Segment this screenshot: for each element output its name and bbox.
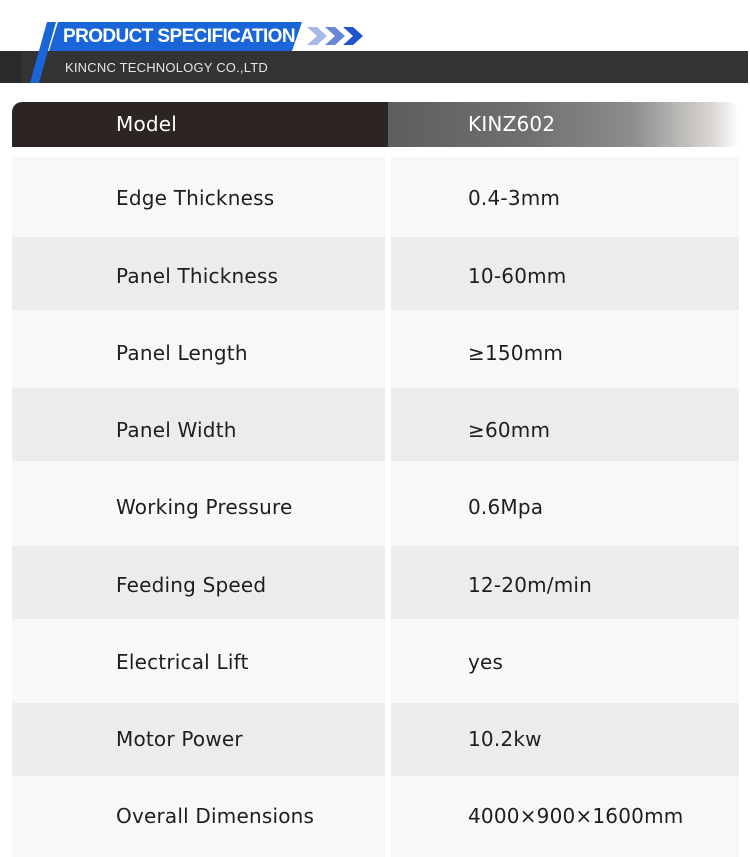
spec-label: Electrical Lift bbox=[116, 650, 249, 674]
table-header-row bbox=[12, 102, 739, 147]
spec-value: 4000×900×1600mm bbox=[468, 804, 684, 828]
spec-value: yes bbox=[468, 650, 504, 674]
table-row bbox=[12, 546, 739, 619]
spec-value: ≥150mm bbox=[468, 341, 564, 365]
table-row bbox=[12, 776, 739, 857]
spec-label: Panel Thickness bbox=[116, 264, 279, 288]
header-value-cell bbox=[388, 102, 739, 147]
table-row bbox=[12, 310, 739, 388]
table-row bbox=[12, 619, 739, 703]
company-name: KINCNC TECHNOLOGY CO.,LTD bbox=[65, 60, 268, 75]
spec-label: Panel Length bbox=[116, 341, 248, 365]
spec-value: ≥60mm bbox=[468, 418, 551, 442]
spec-label: Edge Thickness bbox=[116, 186, 275, 210]
table-row bbox=[12, 703, 739, 776]
spec-value: 0.4-3mm bbox=[468, 186, 561, 210]
spec-value: 0.6Mpa bbox=[468, 495, 544, 519]
spec-label: Motor Power bbox=[116, 727, 243, 751]
spec-header bbox=[0, 0, 750, 90]
spec-label: Panel Width bbox=[116, 418, 237, 442]
table-row bbox=[12, 157, 739, 237]
model-value: KINZ602 bbox=[468, 112, 556, 136]
chevron-right-icon bbox=[325, 27, 345, 45]
spec-label: Feeding Speed bbox=[116, 573, 267, 597]
table-row bbox=[12, 237, 739, 310]
spec-value: 10-60mm bbox=[468, 264, 567, 288]
chevron-right-icon bbox=[343, 27, 363, 45]
header-label-cell bbox=[12, 102, 388, 147]
spec-value: 10.2kw bbox=[468, 727, 542, 751]
table-row bbox=[12, 388, 739, 461]
chevron-arrows-icon bbox=[305, 25, 367, 47]
spec-label: Working Pressure bbox=[116, 495, 293, 519]
page-title: PRODUCT SPECIFICATION bbox=[63, 26, 295, 47]
spec-value: 12-20m/min bbox=[468, 573, 593, 597]
spec-label: Overall Dimensions bbox=[116, 804, 315, 828]
table-row bbox=[12, 461, 739, 546]
model-label: Model bbox=[116, 112, 178, 136]
chevron-right-icon bbox=[307, 27, 327, 45]
header-bar-edge bbox=[0, 51, 22, 83]
